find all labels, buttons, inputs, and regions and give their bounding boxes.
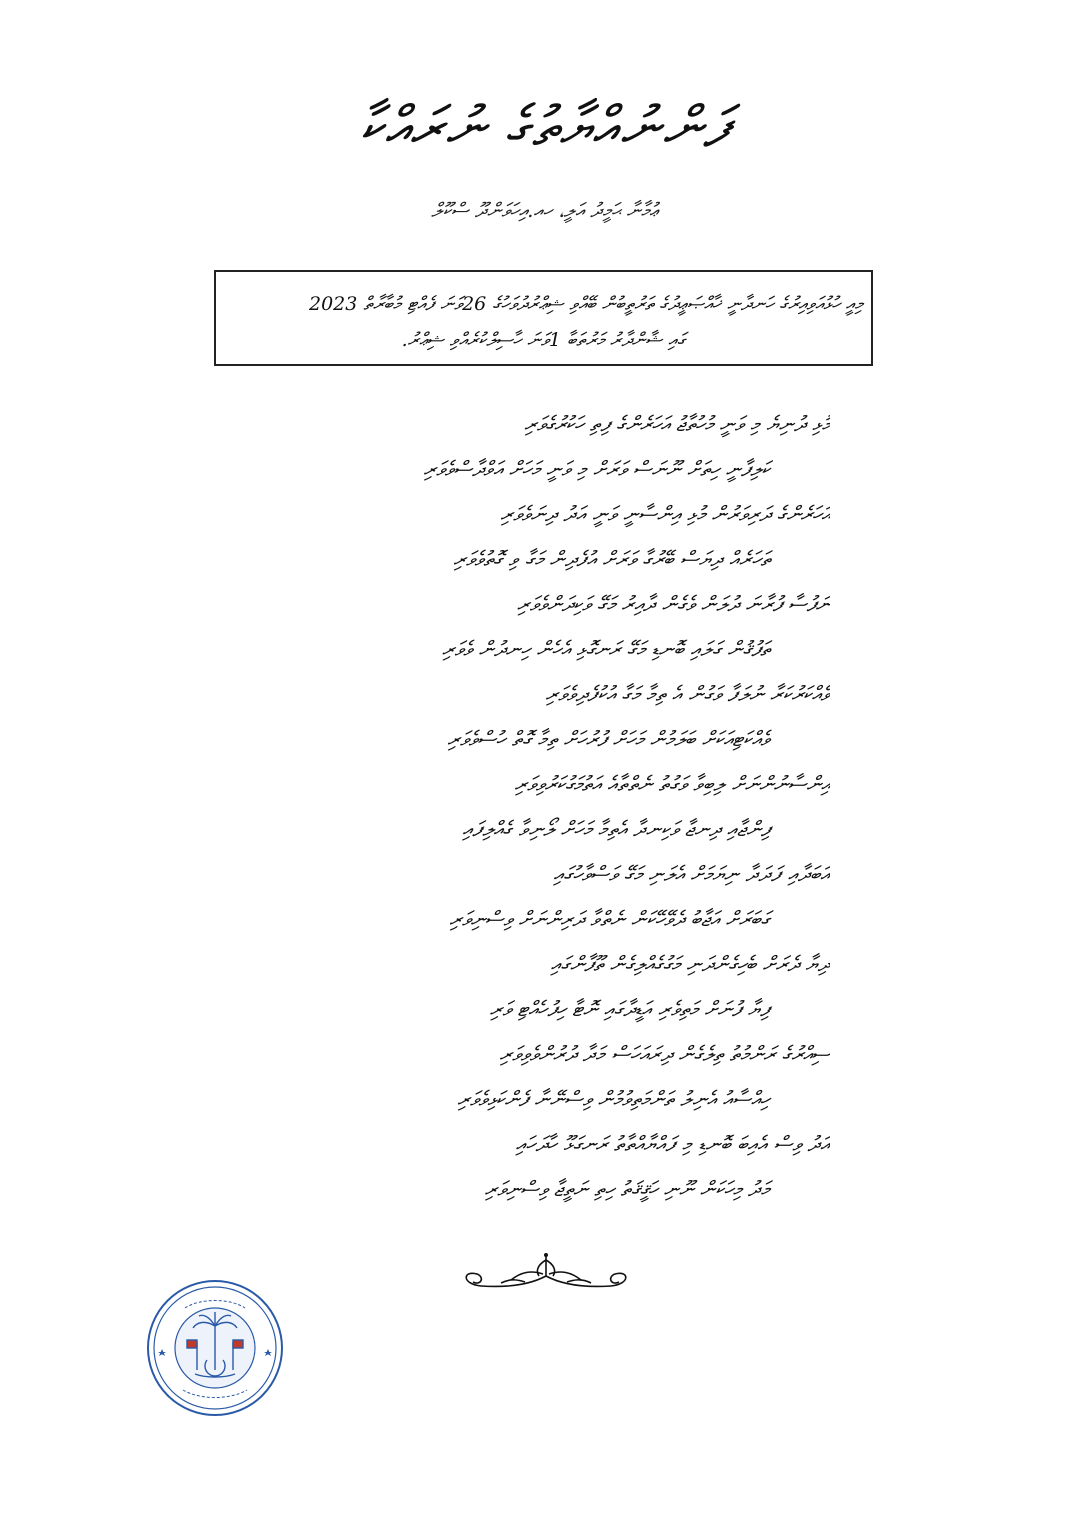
poem-verse: ކަލިފާނީ ހިތަށް ނޫނަސް ވަރަށް މި ވަނީ މަހަށް އަވްދާސްވެވަރި (423, 457, 770, 481)
floral-divider-icon (451, 1250, 641, 1300)
poem-verse: ގަބަރަށް އަޖާބު ދެވޭހޭކަން ނެތްވާ ދަރިންނަށް ވިސްނިވަރި (449, 907, 770, 931)
poem-verse: މަދު މިހަކަން ނޫނި ހަޤީޤަތު ހިތި ނަތީޖާ ވިސްނިވަރި (484, 1177, 770, 1201)
poem-body (150, 402, 830, 1212)
poem-verse: އަދު ވިސް އެއިބަ ބޮނޑި މި ފައްޔާއްތާތު ރަނގަޅޫ ހާދަހައި (515, 1132, 830, 1156)
poem-verse: ދިޔާ ދެރަށް ބެހިގެންދަނި މަގުގެއްލިގެން ތޫފާންގައި (550, 952, 830, 976)
poem-verse: ތަހަރެއް ދިޔަސް ބޭރުގާ ވަރަށް އުފެދިން މަގާ ވި ގޮތުވެވަރި (453, 547, 770, 571)
award-note-line-2: ގައި ޝާންދާރު މަރުތަބާ 1ވަނަ ހާސިލްކުރެއްވި ޝިޢްރު. (401, 329, 686, 351)
poem-verse: ސިއްރުގެ ރަންމުތު ތިލެގެން ދިރައަހަސް މަދާ ދުރުންވެވިވަރި (499, 1042, 830, 1066)
poem-verse: އިންސާނުންނަށް ލިބިވާ ވަގުތު ނެތްތާއެ އަތުމަގުކަރުވިވަރި (514, 772, 830, 796)
page-title: ފަންނުއްޔާތުގެ ނުރައްކާ (359, 95, 730, 160)
poem-verse: އަބަދާއި ފަދަދާ ނިޔަމަށް އެލަނި މަގޭ ވަސްވާހުގައި (553, 862, 830, 886)
poem-verse: ހިއްސާއު އެނިލު ތަންމަތިވުމުން ވިސްނޭނާ ފެންކަޅިވެވަރި (457, 1087, 770, 1111)
government-seal-icon (145, 1278, 285, 1418)
award-note-line-1: މިއީ ހުޅުއަވިއިރުގެ ހަނދާނީ ޚާއްޞަޢީދުގެ ތަރުތީބުން ބޭއްވި ޝިޢްރުދުވަހުގެ 26ވަނަ ފެއްޓި މުބާރާތް 2023 (308, 293, 863, 315)
poem-verse: ނަފުސާ ފުރާނަ ދުލަން ވެގެން ދާއިރު މަގޭ ވަކިދަންވެވަރި (517, 592, 830, 616)
poem-verse: ވެއްކަޓިއަކަށް ބަލަމުން މަހަށް ފުރުހަށް ތިމާ ގޮތް ހުސްވެވަރި (447, 727, 770, 751)
poem-verse: ވެއްކަރުކަރާ ނުލަފާ ވަގުން އެ ތިމާ މަގާ އުކުފެދިވެވަރި (545, 682, 830, 706)
poem-verse: މުޅި ދުނިޔެ މި ވަނީ މުހުތާޖު އަހަރެންގެ ފިތި ހަކުރުގެވަރި (524, 412, 830, 436)
award-note-box (214, 270, 873, 366)
poem-verse: ފިޔާ ފުނަށް މަތިވެރި އަޑީދާގައި ނޮޓާ ހިފުހެއްޓި ވަރި (489, 997, 770, 1021)
author-line: ޢުމާނާ ޙަމީދު އަލީ، ހއ.އިހަވަންދޫ ސްކޫލް (431, 198, 658, 222)
poem-verse: ފިންޖާއި ދިނޖާ ވަކިނދާ އެތިމާ މަހަށް ލޯނިވާ ގެއްލިފައި (462, 817, 770, 841)
poem-verse: ތަފުޤުން ގަލައި ބޮނޑި މަގޭ ރަނގޮޅި އެހެން ހިނދުން ވެވަރި (442, 637, 770, 661)
poem-verse: އަހަރެންގެ ދަރިވަރުން މުޅި އިންސާނީ ވަނީ އަދު ދިނަވެވަރި (500, 502, 830, 526)
